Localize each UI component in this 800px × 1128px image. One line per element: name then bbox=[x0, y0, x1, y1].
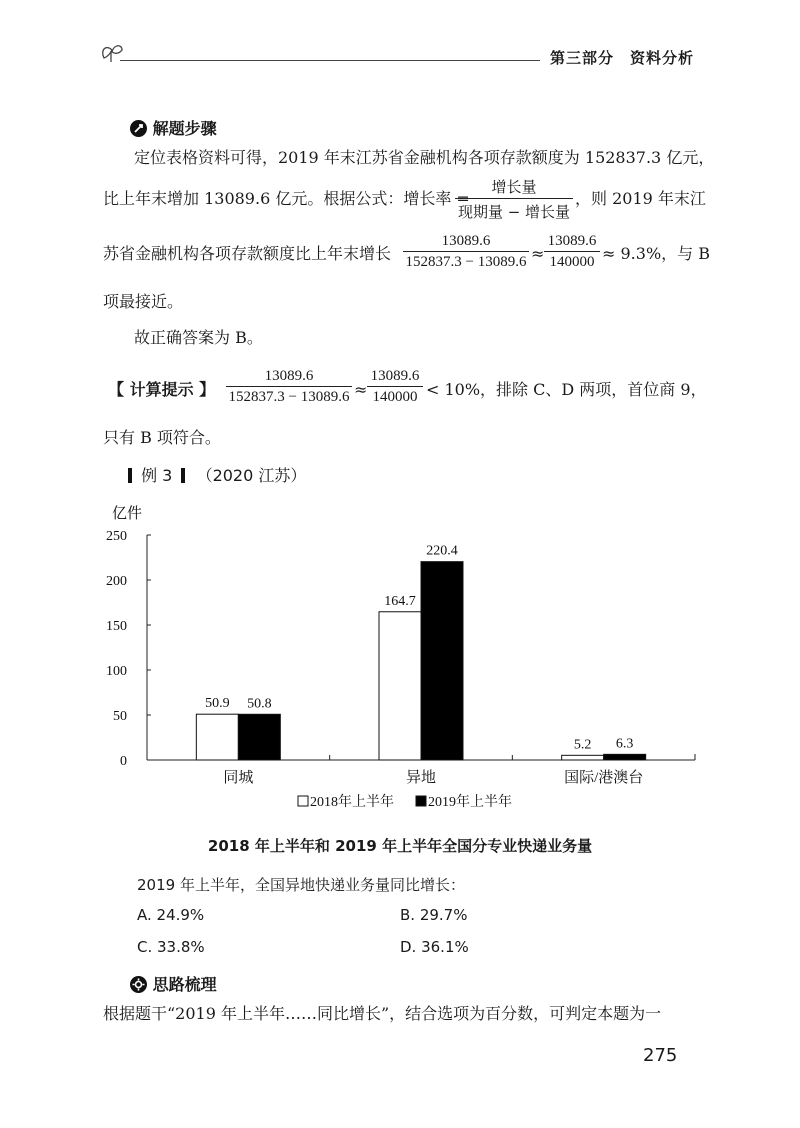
steps-line-2-prefix: 比上年末增加 13089.6 亿元。根据公式：增长率 = bbox=[103, 189, 470, 208]
calc-fraction-2-numerator: 13089.6 bbox=[367, 368, 423, 387]
option-c[interactable]: C. 33.8% bbox=[137, 938, 205, 956]
y-tick-label: 0 bbox=[120, 754, 127, 769]
calc-hint-label: 【 计算提示 】 bbox=[108, 380, 216, 399]
calc-approx-sign: ≈ bbox=[354, 380, 368, 399]
steps-line-1: 定位表格资料可得，2019 年末江苏省金融机构各项存款额度为 152837.3 亿元， bbox=[134, 148, 715, 167]
fraction-2-numerator: 13089.6 bbox=[544, 233, 600, 252]
steps-line-4: 项最接近。 bbox=[103, 292, 184, 311]
steps-heading bbox=[130, 116, 217, 139]
answer-line: 故正确答案为 B。 bbox=[134, 328, 263, 347]
formula-fraction bbox=[455, 176, 573, 222]
page-number: 275 bbox=[643, 1045, 678, 1066]
y-tick-label: 100 bbox=[106, 664, 127, 679]
example-label: 例 3 bbox=[141, 466, 173, 485]
example-source: （2020 江苏） bbox=[196, 466, 307, 485]
steps-line-3-suffix: ≈ 9.3%，与 B bbox=[602, 244, 710, 263]
bar-2019 bbox=[604, 754, 646, 760]
bar-2019 bbox=[421, 562, 463, 760]
steps-line-2-suffix: ，则 2019 年末江 bbox=[575, 189, 706, 208]
fraction-2 bbox=[544, 233, 600, 271]
calc-fraction-1-denominator: 152837.3 − 13089.6 bbox=[228, 389, 350, 405]
bar-2018 bbox=[379, 612, 421, 760]
bar-2019 bbox=[238, 714, 280, 760]
x-tick-label: 国际/港澳台 bbox=[564, 770, 644, 786]
leaf-icon bbox=[98, 38, 126, 66]
fraction-1-denominator: 152837.3 − 13089.6 bbox=[405, 254, 527, 270]
x-tick-label: 异地 bbox=[405, 770, 437, 786]
bar-value-label: 50.8 bbox=[247, 696, 272, 712]
formula-denominator: 现期量 − 增长量 bbox=[457, 203, 571, 221]
question-stem: 2019 年上半年，全国异地快递业务量同比增长： bbox=[137, 876, 465, 894]
bar-2018 bbox=[196, 714, 238, 760]
legend-label: 2018年上半年 bbox=[310, 795, 394, 810]
analysis-heading-label: 思路梳理 bbox=[152, 975, 217, 994]
y-tick-label: 50 bbox=[113, 709, 127, 724]
option-d[interactable]: D. 36.1% bbox=[400, 938, 469, 956]
chart-title: 2018 年上半年和 2019 年上半年全国分专业快递业务量 bbox=[207, 837, 593, 855]
y-tick-label: 200 bbox=[106, 574, 127, 589]
gear-icon bbox=[130, 976, 147, 993]
example-bar-left bbox=[128, 468, 132, 483]
y-tick-label: 250 bbox=[106, 529, 127, 544]
y-tick-label: 150 bbox=[106, 619, 127, 634]
example-bar-right bbox=[181, 468, 185, 483]
bar-value-label: 164.7 bbox=[384, 593, 416, 609]
bar-value-label: 220.4 bbox=[426, 543, 458, 559]
example-tag bbox=[128, 463, 306, 486]
approx-sign-1: ≈ bbox=[531, 244, 545, 263]
y-axis-label: 亿件 bbox=[112, 506, 143, 522]
bar-value-label: 6.3 bbox=[615, 736, 634, 752]
bar-chart bbox=[90, 506, 710, 825]
steps-icon bbox=[130, 120, 147, 137]
analysis-line-1: 根据题干“2019 年上半年……同比增长”，结合选项为百分数，可判定本题为一 bbox=[103, 1004, 662, 1023]
calc-fraction-1 bbox=[226, 368, 352, 406]
bar-value-label: 50.9 bbox=[205, 696, 230, 712]
fraction-1-numerator: 13089.6 bbox=[403, 233, 529, 252]
calc-fraction-2-denominator: 140000 bbox=[372, 389, 418, 405]
bar-value-label: 5.2 bbox=[573, 737, 592, 753]
legend-swatch bbox=[416, 796, 426, 806]
analysis-heading bbox=[130, 972, 217, 995]
legend-swatch bbox=[298, 796, 308, 806]
formula-numerator: 增长量 bbox=[455, 176, 573, 199]
header-rule bbox=[120, 60, 540, 61]
steps-heading-label: 解题步骤 bbox=[152, 119, 217, 138]
calc-fraction-1-numerator: 13089.6 bbox=[226, 368, 352, 387]
calc-hint-suffix: < 10%，排除 C、D 两项，首位商 9， bbox=[426, 380, 707, 399]
x-tick-label: 同城 bbox=[223, 770, 254, 786]
calc-hint-line-2: 只有 B 项符合。 bbox=[103, 428, 221, 447]
calc-fraction-2 bbox=[367, 368, 423, 406]
option-a[interactable]: A. 24.9% bbox=[137, 906, 205, 924]
bar-2018 bbox=[562, 755, 604, 760]
fraction-2-denominator: 140000 bbox=[549, 254, 595, 270]
header-title: 第三部分 资料分析 bbox=[550, 49, 695, 67]
steps-line-3-prefix: 苏省金融机构各项存款额度比上年末增长 bbox=[103, 244, 392, 263]
option-b[interactable]: B. 29.7% bbox=[400, 906, 468, 924]
fraction-1 bbox=[403, 233, 529, 271]
legend-label: 2019年上半年 bbox=[428, 795, 512, 810]
